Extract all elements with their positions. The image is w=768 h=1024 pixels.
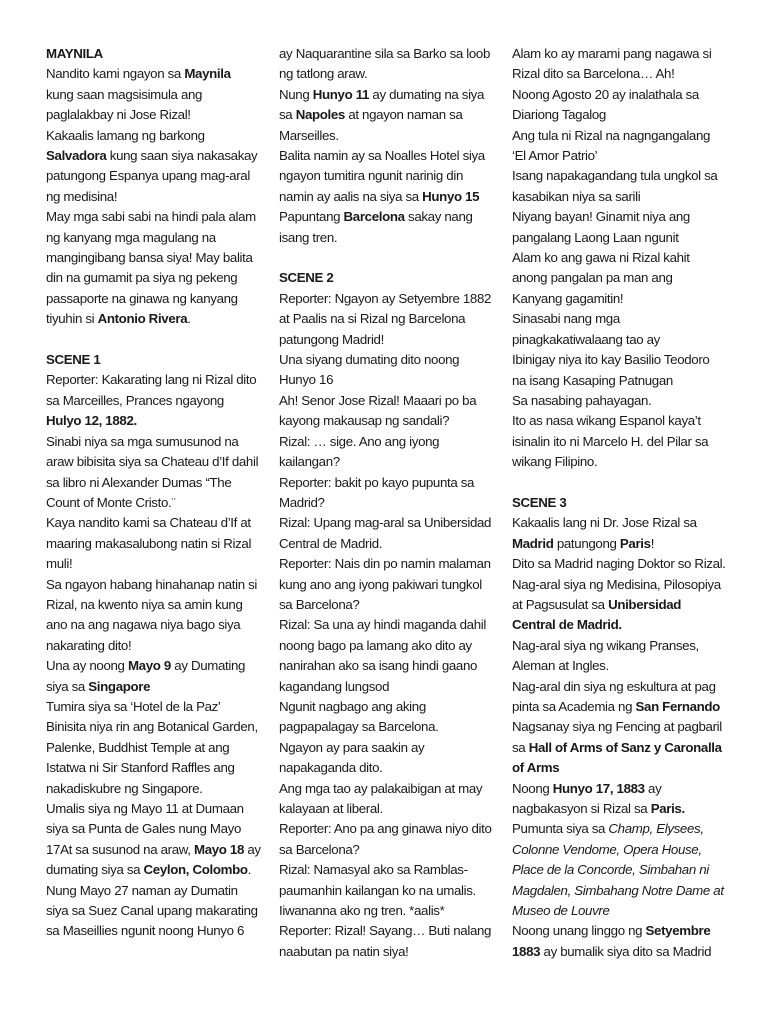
bold-text: Salvadora	[46, 148, 107, 164]
text-line	[46, 738, 278, 758]
italic-text: Magdalen, Simbahang Notre Dame at	[512, 882, 724, 898]
text-line	[46, 595, 278, 615]
text-line	[279, 901, 511, 921]
text-line	[279, 64, 511, 84]
text-run: namin ay aalis na siya sa	[279, 188, 423, 204]
text-run: sa libro ni Alexander Dumas “The	[46, 474, 232, 490]
text-run: patungong Madrid!	[279, 331, 384, 347]
text-run: !	[650, 535, 655, 551]
text-run: Ang tula ni Rizal na nagngangalang	[512, 127, 711, 143]
text-line	[512, 921, 744, 941]
text-line	[46, 473, 278, 493]
bold-text: Central de Madrid.	[512, 617, 622, 633]
text-run: Rizal: Upang mag-aral sa Unibersidad	[279, 515, 492, 531]
text-run: Reporter: Ano pa ang ginawa niyo dito	[279, 821, 492, 837]
text-run: Sa ngayon habang hinahanap natin si	[46, 576, 258, 592]
text-run: .	[187, 311, 191, 327]
text-line	[512, 615, 744, 635]
bold-text: Hulyo 12, 1882.	[46, 413, 137, 429]
text-run: at ngayon naman sa	[344, 107, 463, 123]
text-run: Una ay noong	[46, 658, 128, 674]
text-line	[279, 452, 511, 472]
text-run: May mga sabi sabi na hindi pala alam	[46, 209, 256, 225]
text-line	[46, 921, 278, 941]
text-run: ngayon tumitira ngunit narinig din	[279, 168, 463, 184]
text-line	[512, 411, 744, 431]
text-line	[512, 677, 744, 697]
bold-text: Antonio Rivera	[97, 311, 188, 327]
text-run: ano na ang nagawa niya bago siya	[46, 617, 241, 633]
text-line	[512, 534, 744, 554]
text-run: ay	[244, 841, 261, 857]
bold-text: Hunyo 15	[422, 188, 480, 204]
text-run: Papuntang	[279, 209, 344, 225]
bold-text: Setyembre	[645, 923, 711, 939]
text-run: siya sa Punta de Gales nung Mayo	[46, 821, 242, 837]
text-line	[512, 248, 744, 268]
text-run: ay dumating na siya	[369, 86, 485, 102]
text-line	[512, 881, 744, 901]
text-run: Madrid?	[279, 494, 325, 510]
text-line	[279, 432, 511, 452]
text-line	[46, 432, 278, 452]
text-run: Hunyo 16	[279, 372, 334, 388]
text-line	[279, 105, 511, 125]
text-line	[279, 473, 511, 493]
text-line	[279, 554, 511, 574]
text-run: Ngayon ay para saakin ay	[279, 739, 425, 755]
text-line	[279, 819, 511, 839]
text-line	[512, 697, 744, 717]
text-line	[279, 493, 511, 513]
text-line	[279, 779, 511, 799]
text-line	[46, 268, 278, 288]
text-run: kagandang lungsod	[279, 678, 390, 694]
bold-text: San Fernando	[635, 698, 720, 714]
text-line	[279, 309, 511, 329]
text-line	[512, 64, 744, 84]
bold-text: Hunyo 11	[312, 86, 370, 102]
bold-text: Hall of Arms of Sanz y Caronalla	[528, 739, 722, 755]
text-line	[279, 126, 511, 146]
text-run: Nag-aral siya ng Medisina, Pilosopiya	[512, 576, 721, 592]
text-line	[279, 289, 511, 309]
text-run: Palenke, Buddhist Temple at ang	[46, 739, 230, 755]
text-line	[46, 881, 278, 901]
text-run: Nandito kami ngayon sa	[46, 66, 185, 82]
text-line	[279, 881, 511, 901]
text-run: pangalang Laong Laan ngunit	[512, 229, 679, 245]
text-run: Ibinigay niya ito kay Basilio Teodoro	[512, 352, 710, 368]
text-line	[46, 411, 278, 431]
text-line	[279, 187, 511, 207]
text-run: .	[247, 862, 251, 878]
text-line	[46, 309, 278, 329]
text-line	[46, 636, 278, 656]
bold-text: Mayo 9	[127, 658, 171, 674]
text-run: din na gumamit pa siya ng pekeng	[46, 270, 238, 286]
text-run: 17At sa susunod na araw,	[46, 841, 194, 857]
text-line	[46, 860, 278, 880]
text-line	[46, 228, 278, 248]
italic-text: Museo de Louvre	[512, 903, 610, 919]
text-run: ay bumalik siya dito sa Madrid	[540, 943, 712, 959]
text-run: Istatwa ni Sir Stanford Raffles ang	[46, 760, 235, 776]
text-line	[512, 901, 744, 921]
text-run: Iiwananna ako ng tren. *aalis*	[279, 903, 445, 919]
text-run: muli!	[46, 556, 73, 572]
text-line	[46, 758, 278, 778]
text-line	[279, 697, 511, 717]
text-run: pinta sa Academia ng	[512, 698, 636, 714]
text-run: Noong Agosto 20 ay inalathala sa	[512, 86, 699, 102]
text-run: Alam ko ay marami pang nagawa si	[512, 46, 712, 61]
text-line	[46, 44, 278, 64]
text-run: siya sa	[46, 678, 89, 694]
text-line	[279, 575, 511, 595]
text-run: Umalis siya ng Mayo 11 at Dumaan	[46, 801, 244, 817]
text-run: tiyuhin si	[46, 311, 98, 327]
text-run: anong pangalan pa man ang	[512, 270, 673, 286]
blank-line	[512, 473, 744, 493]
text-line	[279, 534, 511, 554]
text-run: kayong makausap ng sandali?	[279, 413, 450, 429]
text-line	[512, 636, 744, 656]
bold-text: Mayo 18	[193, 841, 244, 857]
text-line	[46, 840, 278, 860]
text-line	[279, 656, 511, 676]
text-line	[46, 64, 278, 84]
text-run: Ang mga tao ay palakaibigan at may	[279, 780, 483, 796]
text-run: Tumira siya sa ‘Hotel de la Paz’	[46, 698, 221, 714]
text-line	[279, 942, 511, 962]
text-line	[46, 717, 278, 737]
bold-text: 1883	[512, 943, 541, 959]
text-line	[279, 595, 511, 615]
text-line	[46, 126, 278, 146]
text-run: sa Maseillies ngunit noong Hunyo 6	[46, 923, 245, 939]
text-line	[279, 677, 511, 697]
text-run: Count of Monte Cristo.¨	[46, 494, 176, 510]
text-line	[279, 717, 511, 737]
text-run: Reporter: Nais din po namin malaman	[279, 556, 491, 572]
text-run: ‘El Amor Patrio’	[512, 148, 598, 164]
text-line	[512, 44, 744, 64]
text-run: kung ano ang iyong pakiwari tungkol	[279, 576, 482, 592]
text-run: Nagsanay siya ng Fencing at pagbaril	[512, 719, 722, 735]
bold-text: Hunyo 17, 1883	[552, 780, 645, 796]
text-run: sakay nang	[404, 209, 473, 225]
text-run: kung saan magsisimula ang	[46, 86, 203, 102]
text-line	[279, 391, 511, 411]
text-line	[512, 146, 744, 166]
text-line	[512, 840, 744, 860]
text-run: isinalin ito ni Marcelo H. del Pilar sa	[512, 433, 709, 449]
bold-text: Barcelona	[343, 209, 405, 225]
text-run: at Pagsusulat sa	[512, 596, 609, 612]
text-line	[46, 677, 278, 697]
text-run: sa	[279, 107, 296, 123]
bold-text: MAYNILA	[46, 46, 103, 61]
text-run: ng kanyang mga magulang na	[46, 229, 216, 245]
text-run: Nung	[279, 86, 313, 102]
bold-text: Maynila	[184, 66, 231, 82]
text-run: dumating siya sa	[46, 862, 144, 878]
text-run: Ngunit nagbago ang aking	[279, 698, 426, 714]
text-line	[512, 656, 744, 676]
text-line	[46, 901, 278, 921]
text-run: sa Barcelona?	[279, 596, 360, 612]
text-line	[512, 799, 744, 819]
text-line	[512, 758, 744, 778]
text-line	[512, 166, 744, 186]
text-run: kasabikan niya sa sarili	[512, 188, 641, 204]
text-line	[279, 513, 511, 533]
text-run: nanirahan ako sa isang hindi gaano	[279, 658, 478, 674]
text-run: Balita namin ay sa Noalles Hotel siya	[279, 148, 485, 164]
text-run: napakaganda dito.	[279, 760, 383, 776]
text-line	[46, 615, 278, 635]
text-line	[512, 942, 744, 962]
text-line	[512, 105, 744, 125]
bold-text: of Arms	[512, 760, 560, 776]
text-line	[46, 554, 278, 574]
text-line	[512, 595, 744, 615]
text-line	[512, 575, 744, 595]
text-run: Pumunta siya sa	[512, 821, 609, 837]
text-line	[512, 432, 744, 452]
text-line	[46, 656, 278, 676]
text-run: Alam ko ang gawa ni Rizal kahit	[512, 250, 690, 266]
text-run: sa Barcelona?	[279, 841, 360, 857]
text-run: Reporter: Kakarating lang ni Rizal dito	[46, 372, 257, 388]
text-run: Rizal, na kwento niya sa amin kung	[46, 596, 243, 612]
text-line	[512, 819, 744, 839]
text-line	[46, 391, 278, 411]
text-run: Aleman at Ingles.	[512, 658, 609, 674]
text-run: passaporte na ginawa ng kanyang	[46, 290, 238, 306]
text-line	[512, 860, 744, 880]
text-line	[279, 411, 511, 431]
text-line	[512, 85, 744, 105]
text-line	[512, 330, 744, 350]
text-line	[512, 289, 744, 309]
bold-text: Paris	[619, 535, 651, 551]
text-line	[46, 575, 278, 595]
bold-text: Unibersidad	[608, 596, 682, 612]
text-run: Dito sa Madrid naging Doktor so Rizal.	[512, 556, 726, 572]
bold-text: SCENE 3	[512, 494, 567, 510]
text-run: Rizal: Sa una ay hindi maganda dahil	[279, 617, 486, 633]
text-run: Rizal: … sige. Ano ang iyong	[279, 433, 440, 449]
text-run: Ah! Senor Jose Rizal! Maaari po ba	[279, 392, 477, 408]
text-run: pinagkakatiwalaang tao ay	[512, 331, 660, 347]
text-line	[512, 207, 744, 227]
blank-line	[46, 330, 278, 350]
text-line	[46, 370, 278, 390]
text-run: Noong unang linggo ng	[512, 923, 646, 939]
text-line	[512, 493, 744, 513]
text-line	[46, 513, 278, 533]
text-run: Kakaalis lamang ng barkong	[46, 127, 205, 143]
text-run: sa	[512, 739, 529, 755]
text-run: Central de Madrid.	[279, 535, 383, 551]
text-run: wikang Filipino.	[512, 454, 598, 470]
text-run: sa Marceilles, Prances ngayong	[46, 392, 224, 408]
text-line	[512, 738, 744, 758]
text-line	[46, 493, 278, 513]
text-run: Nag-aral siya ng wikang Pranses,	[512, 637, 699, 653]
text-line	[279, 860, 511, 880]
text-line	[279, 840, 511, 860]
text-run: Kanyang gagamitin!	[512, 290, 624, 306]
text-line	[46, 350, 278, 370]
text-run: naabutan pa natin siya!	[279, 943, 409, 959]
italic-text: Colonne Vendome, Opera House,	[512, 841, 702, 857]
text-run: Niyang bayan! Ginamit niya ang	[512, 209, 690, 225]
bold-text: Paris.	[650, 801, 685, 817]
text-line	[512, 371, 744, 391]
bold-text: Madrid	[512, 535, 554, 551]
text-column-2	[279, 44, 511, 962]
text-run: nakadiskubre ng Singapore.	[46, 780, 203, 796]
text-run: noong bago pa lamang ako dito ay	[279, 637, 472, 653]
bold-text: SCENE 2	[279, 270, 334, 286]
text-run: Isang napakagandang tula ungkol sa	[512, 168, 718, 184]
text-line	[512, 309, 744, 329]
text-run: mangingibang bansa siya! May balita	[46, 250, 253, 266]
text-line	[512, 779, 744, 799]
text-run: Sinasabi nang mga	[512, 311, 620, 327]
text-line	[279, 738, 511, 758]
text-run: Diariong Tagalog	[512, 107, 606, 123]
text-run: maaring makasalubong natin si Rizal	[46, 535, 252, 551]
text-run: isang tren.	[279, 229, 338, 245]
text-line	[279, 350, 511, 370]
text-column-3	[512, 44, 744, 962]
text-run: ay Naquarantine sila sa Barko sa loob	[279, 46, 491, 61]
text-run: paglalakbay ni Jose Rizal!	[46, 107, 191, 123]
text-run: ng medisina!	[46, 188, 118, 204]
italic-text: Champ, Elysees,	[608, 821, 704, 837]
text-run: Nung Mayo 27 naman ay Dumatin	[46, 882, 238, 898]
text-run: at Paalis na si Rizal ng Barcelona	[279, 311, 466, 327]
text-column-1	[46, 44, 278, 942]
text-line	[279, 228, 511, 248]
text-line	[279, 799, 511, 819]
text-line	[512, 187, 744, 207]
text-line	[279, 166, 511, 186]
text-line	[46, 799, 278, 819]
text-line	[279, 44, 511, 64]
text-run: Nag-aral din siya ng eskultura at pag	[512, 678, 716, 694]
text-line	[512, 228, 744, 248]
text-line	[46, 452, 278, 472]
text-run: Reporter: bakit po kayo pupunta sa	[279, 474, 475, 490]
text-line	[279, 636, 511, 656]
text-line	[46, 146, 278, 166]
text-line	[46, 819, 278, 839]
text-run: Sinabi niya sa mga sumusunod na	[46, 433, 239, 449]
text-line	[46, 248, 278, 268]
text-run: Reporter: Ngayon ay Setyembre 1882	[279, 290, 492, 306]
text-line	[46, 166, 278, 186]
text-run: pagpapalagay sa Barcelona.	[279, 719, 439, 735]
text-run: nakarating dito!	[46, 637, 132, 653]
text-run: patungong Espanya upang mag-aral	[46, 168, 250, 184]
text-run: nagbakasyon si Rizal sa	[512, 801, 651, 817]
blank-line	[279, 248, 511, 268]
text-run: na isang Kasaping Patnugan	[512, 372, 673, 388]
text-line	[512, 350, 744, 370]
italic-text: Place de la Concorde, Simbahan ni	[512, 862, 709, 878]
text-line	[46, 697, 278, 717]
text-line	[279, 146, 511, 166]
text-line	[512, 717, 744, 737]
text-run: Kakaalis lang ni Dr. Jose Rizal sa	[512, 515, 697, 531]
text-line	[46, 534, 278, 554]
text-line	[46, 779, 278, 799]
text-line	[46, 85, 278, 105]
text-line	[279, 758, 511, 778]
text-run: kung saan siya nakasakay	[106, 148, 258, 164]
text-line	[279, 207, 511, 227]
text-line	[46, 207, 278, 227]
bold-text: Napoles	[295, 107, 345, 123]
text-run: Una siyang dumating dito noong	[279, 352, 460, 368]
text-line	[512, 554, 744, 574]
text-line	[512, 452, 744, 472]
text-run: Sa nasabing pahayagan.	[512, 392, 652, 408]
text-run: paumanhin kailangan ko na umalis.	[279, 882, 476, 898]
text-run: Binisita niya rin ang Botanical Garden,	[46, 719, 258, 735]
text-run: Rizal dito sa Barcelona… Ah!	[512, 66, 675, 82]
text-run: Rizal: Namasyal ako sa Ramblas-	[279, 862, 468, 878]
text-run: ay Dumating	[170, 658, 246, 674]
text-run: kailangan?	[279, 454, 340, 470]
text-run: Ito as nasa wikang Espanol kaya’t	[512, 413, 701, 429]
text-line	[512, 268, 744, 288]
text-run: Reporter: Rizal! Sayang… Buti nalang	[279, 923, 492, 939]
text-line	[279, 330, 511, 350]
text-line	[46, 289, 278, 309]
text-run: patungong	[553, 535, 620, 551]
text-run: Noong	[512, 780, 553, 796]
text-line	[279, 85, 511, 105]
text-run: Marseilles.	[279, 127, 339, 143]
text-line	[512, 391, 744, 411]
text-run: siya sa Suez Canal upang makarating	[46, 903, 258, 919]
bold-text: Ceylon, Colombo	[143, 862, 248, 878]
text-line	[279, 370, 511, 390]
text-line	[46, 187, 278, 207]
text-line	[46, 105, 278, 125]
text-line	[279, 921, 511, 941]
text-run: araw bibisita siya sa Chateau d’If dahil	[46, 454, 259, 470]
text-line	[279, 268, 511, 288]
text-line	[512, 513, 744, 533]
text-line	[279, 615, 511, 635]
bold-text: Singapore	[88, 678, 151, 694]
text-line	[512, 126, 744, 146]
bold-text: SCENE 1	[46, 352, 101, 368]
text-run: ay	[644, 780, 662, 796]
text-run: kalayaan at liberal.	[279, 801, 383, 817]
text-run: ng tatlong araw.	[279, 66, 368, 82]
text-run: Kaya nandito kami sa Chateau d’If at	[46, 515, 251, 531]
